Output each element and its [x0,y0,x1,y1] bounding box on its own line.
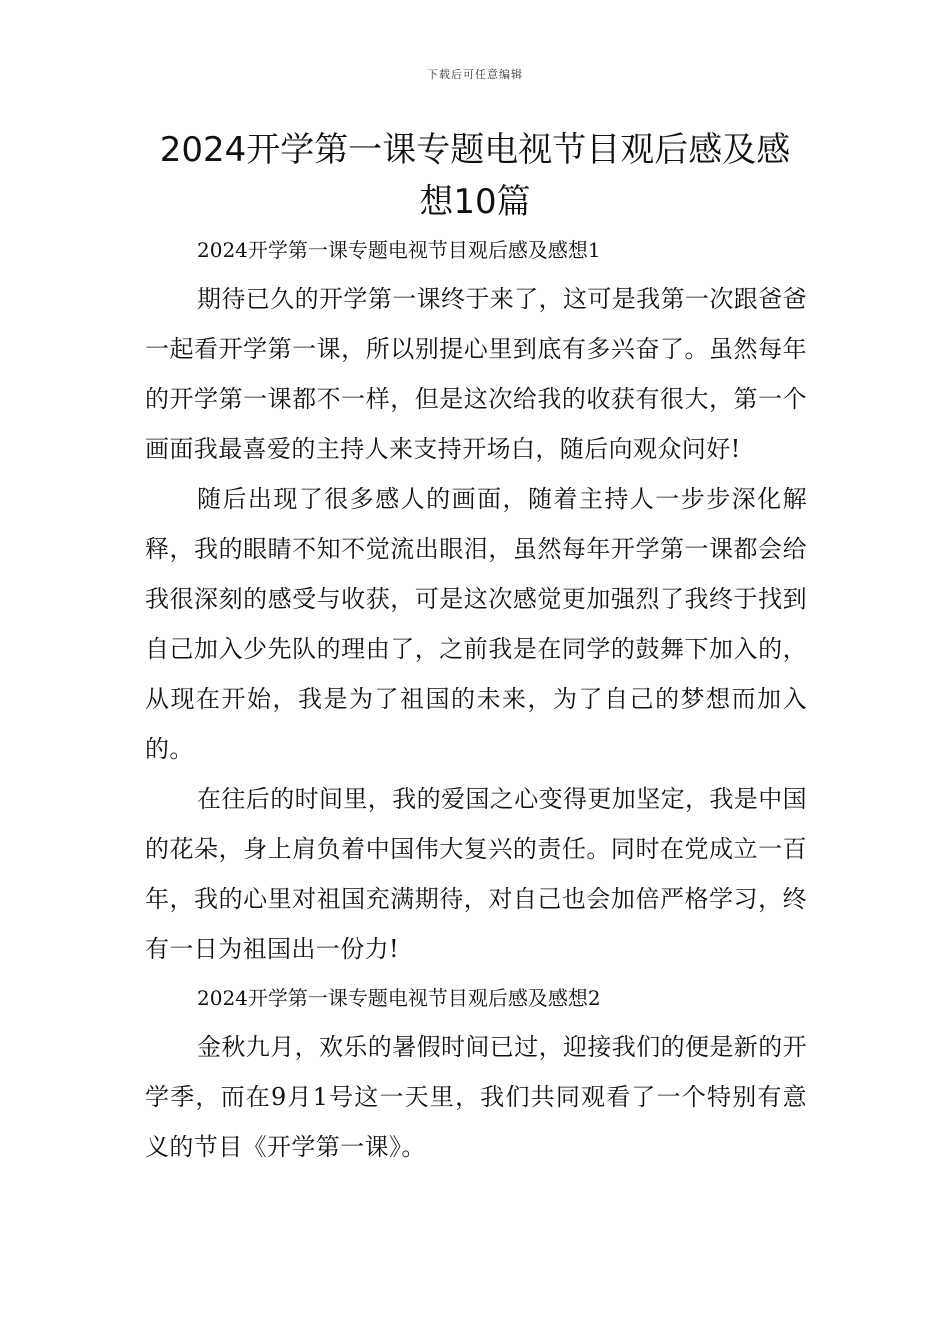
section-heading: 2024开学第一课专题电视节目观后感及感想2 [197,986,601,1010]
paragraph: 金秋九月，欢乐的暑假时间已过，迎接我们的便是新的开学季，而在9月1号这一天里，我们共同观看了一个特别有意义的节目《开学第一课》。 [145,1033,807,1161]
document-body [145,226,807,1172]
section-heading: 2024开学第一课专题电视节目观后感及感想1 [197,238,601,262]
document-title: 2024开学第一课专题电视节目观后感及感想10篇 [159,130,791,222]
paragraph: 随后出现了很多感人的画面，随着主持人一步步深化解释，我的眼睛不知不觉流出眼泪，虽然每年开学第一课都会给我很深刻的感受与收获，可是这次感觉更加强烈了我终于找到自己加入少先队的理由了，之前我是在同学的鼓舞下加入的，从现在开始，我是为了祖国的未来，为了自己的梦想而加入的。 [145,485,807,763]
paragraph: 期待已久的开学第一课终于来了，这可是我第一次跟爸爸一起看开学第一课，所以别提心里到底有多兴奋了。虽然每年的开学第一课都不一样，但是这次给我的收获有很大，第一个画面我最喜爱的主持人来支持开场白，随后向观众问好! [145,285,807,463]
paragraph: 在往后的时间里，我的爱国之心变得更加坚定，我是中国的花朵，身上肩负着中国伟大复兴的责任。同时在党成立一百年，我的心里对祖国充满期待，对自己也会加倍严格学习，终有一日为祖国出一份力! [145,785,807,963]
header-note: 下载后可任意编辑 [427,68,523,81]
